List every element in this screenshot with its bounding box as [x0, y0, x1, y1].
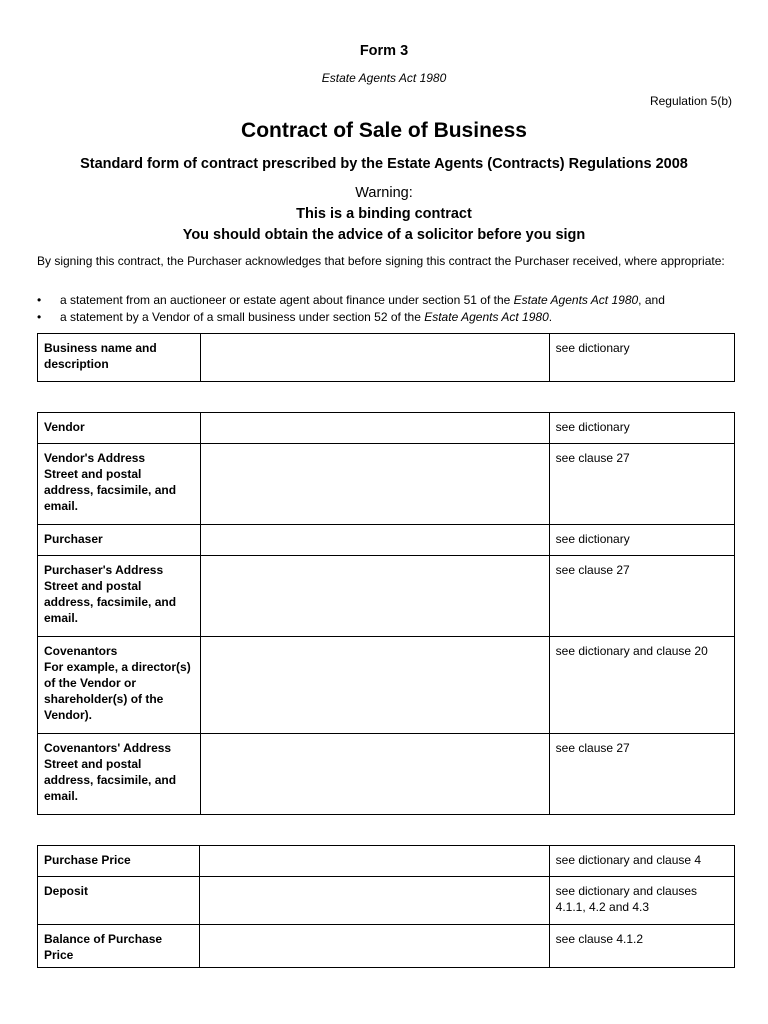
row-reference: see dictionary: [549, 525, 734, 556]
field-label: Deposit: [44, 884, 89, 898]
row-label: [38, 637, 201, 734]
row-reference: see dictionary and clause 4: [549, 846, 734, 877]
covenantors-field[interactable]: [200, 637, 549, 734]
row-reference: see clause 27: [549, 444, 734, 525]
purchaser-field[interactable]: [200, 525, 549, 556]
field-label: Covenantors: [44, 644, 118, 658]
table-row: [38, 444, 735, 525]
field-label: Business name and description: [44, 341, 157, 371]
page-subtitle: Standard form of contract prescribed by the Estate Agents (Contracts) Regulations 2008: [80, 156, 688, 172]
table-row: [38, 525, 735, 556]
row-reference: see clause 27: [549, 734, 734, 815]
field-label: Purchaser: [44, 532, 103, 546]
vendor-address-field[interactable]: [200, 444, 549, 525]
field-hint: Street and postal address, facsimile, and email.: [44, 467, 177, 513]
business-name-field[interactable]: [200, 334, 549, 382]
bullet-icon: •: [37, 310, 42, 324]
field-label: Purchase Price: [44, 853, 131, 867]
warning-heading: Warning:: [355, 185, 413, 201]
deposit-field[interactable]: [200, 877, 549, 925]
vendor-field[interactable]: [200, 413, 549, 444]
table-row: [38, 734, 735, 815]
field-label: Covenantors' Address: [44, 741, 172, 755]
bullet-tail: .: [548, 310, 553, 324]
table-row: [38, 556, 735, 637]
field-label: Purchaser's Address: [44, 563, 164, 577]
covenantors-address-field[interactable]: [200, 734, 549, 815]
intro-paragraph: By signing this contract, the Purchaser acknowledges that before signing this contract the Purchaser received, where appropriate:: [37, 254, 725, 268]
row-label: [38, 334, 201, 382]
field-label: Vendor: [44, 420, 85, 434]
table-row: [38, 413, 735, 444]
field-hint: Street and postal address, facsimile, and email.: [44, 757, 177, 803]
row-label: [38, 734, 201, 815]
row-label: [38, 525, 201, 556]
balance-field[interactable]: [200, 925, 549, 968]
warning-advice: You should obtain the advice of a solicitor before you sign: [182, 227, 586, 243]
table-row: [38, 637, 735, 734]
regulation-ref: Regulation 5(b): [649, 94, 732, 108]
row-reference: see dictionary and clauses 4.1.1, 4.2 and 4.3: [549, 877, 734, 925]
row-label: [38, 877, 200, 925]
price-table: [37, 845, 735, 968]
field-label: Vendor's Address: [44, 451, 146, 465]
bullet-text: a statement by a Vendor of a small business under section 52 of the: [60, 310, 425, 324]
list-item: [37, 309, 737, 326]
purchaser-address-field[interactable]: [200, 556, 549, 637]
row-label: [38, 925, 200, 968]
field-label: Balance of Purchase Price: [44, 932, 163, 962]
acknowledgement-list: [37, 292, 737, 326]
table-row: [38, 334, 735, 382]
row-reference: see clause 4.1.2: [549, 925, 734, 968]
bullet-icon: •: [37, 293, 42, 307]
table-row: [38, 846, 735, 877]
row-reference: see clause 27: [549, 556, 734, 637]
bullet-tail: , and: [638, 293, 665, 307]
page-title: Contract of Sale of Business: [241, 119, 527, 142]
table-row: [38, 925, 735, 968]
row-label: [38, 556, 201, 637]
warning-binding: This is a binding contract: [296, 206, 472, 222]
act-name: Estate Agents Act 1980: [321, 71, 447, 85]
row-reference: see dictionary: [549, 334, 734, 382]
row-reference: see dictionary and clause 20: [549, 637, 734, 734]
business-table: [37, 333, 735, 382]
field-hint: Street and postal address, facsimile, and email.: [44, 579, 177, 625]
table-row: [38, 877, 735, 925]
row-label: [38, 413, 201, 444]
bullet-act-name: Estate Agents Act 1980: [424, 310, 549, 324]
purchase-price-field[interactable]: [200, 846, 549, 877]
bullet-text: a statement from an auctioneer or estate agent about finance under section 51 of the: [60, 293, 514, 307]
list-item: [37, 292, 737, 309]
parties-table: [37, 412, 735, 815]
row-label: [38, 444, 201, 525]
row-reference: see dictionary: [549, 413, 734, 444]
form-number: Form 3: [359, 43, 409, 59]
field-hint: For example, a director(s) of the Vendor or shareholder(s) of the Vendor).: [44, 660, 191, 722]
bullet-act-name: Estate Agents Act 1980: [513, 293, 639, 307]
row-label: [38, 846, 200, 877]
